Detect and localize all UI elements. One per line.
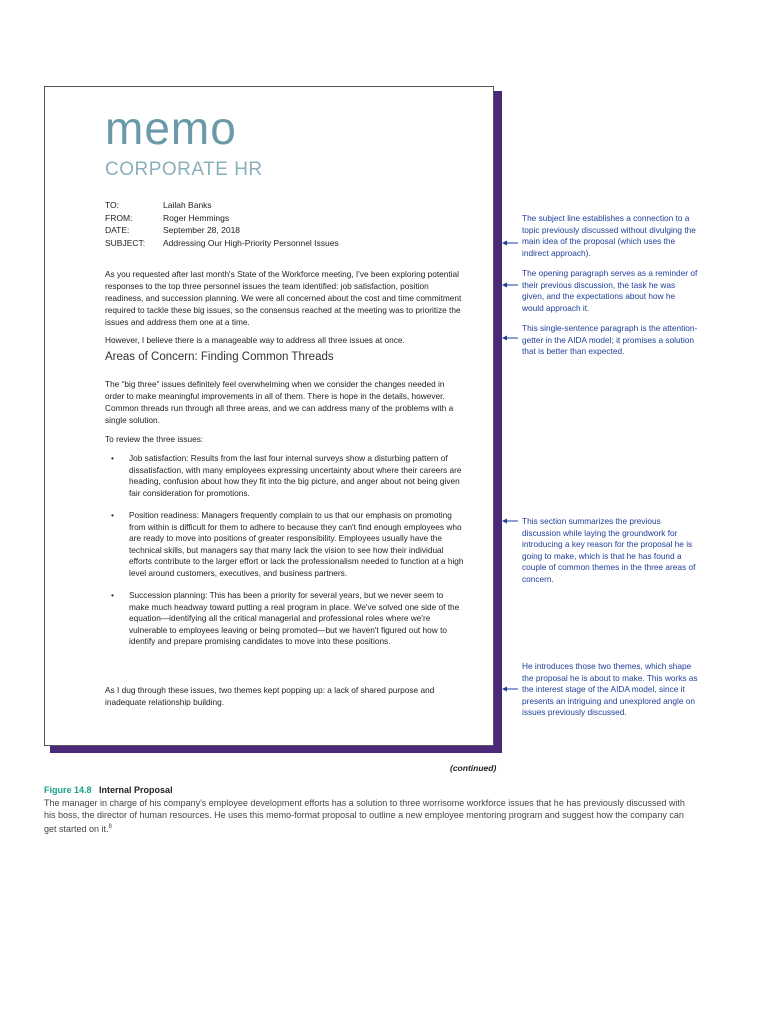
field-value: Lailah Banks — [163, 200, 212, 210]
annotation-opening-paragraph: The opening paragraph serves as a reminder of their previous discussion, the task he was given, and the expectations about how he would approach it. — [522, 268, 698, 313]
field-value: Addressing Our High-Priority Personnel Issues — [163, 237, 339, 248]
annotation-section-summary: This section summarizes the previous discussion while laying the groundwork for introducing a key reason for the proposal he is going to make, which is that he has found a couple of common themes in the three areas of concern. — [522, 516, 696, 584]
arrow-left-icon — [502, 517, 518, 525]
list-item — [105, 510, 465, 579]
figure-caption — [44, 784, 694, 835]
footnote-marker: 8 — [108, 824, 112, 830]
continued-label: (continued) — [450, 763, 497, 773]
paragraph-review: To review the three issues: — [105, 434, 204, 444]
memo-subtitle: CORPORATE HR — [105, 159, 263, 180]
section-heading: Areas of Concern: Finding Common Threads — [105, 351, 334, 363]
field-value: September 28, 2018 — [163, 225, 241, 235]
field-value: Roger Hemmings — [163, 212, 230, 223]
annotation-two-themes: He introduces those two themes, which shape the proposal he is about to make. This works as the interest stage of the AIDA model, since it presents an intriguing and unexplored angle on issues previously discussed. — [522, 661, 698, 717]
list-item-text: Job satisfaction: Results from the last four internal surveys show a disturbing pattern of dissatisfaction, with many employees expressing uncertainty about where their careers are heading, confusion about how they fit into the big picture, and anger about not being given fair consideration for promotions. — [129, 453, 462, 498]
memo-header-fields — [105, 199, 339, 249]
field-label: FROM: — [105, 212, 133, 223]
field-date — [105, 224, 339, 237]
arrow-left-icon — [502, 334, 518, 342]
paragraph-themes: As I dug through these issues, two themes kept popping up: a lack of shared purpose and inadequate relationship building. — [105, 685, 435, 707]
field-subject — [105, 237, 339, 250]
figure-description — [44, 797, 694, 835]
figure-description-text: The manager in charge of his company's employee development efforts has a solution to three worrisome workforce issues that he has previously discussed with his boss, the director of human resources. He uses this memo-format proposal to outline a new employee mentoring program and suggest how the company can get started on it. — [44, 798, 685, 834]
field-to — [105, 199, 339, 212]
arrow-left-icon — [502, 685, 518, 693]
annotation-subject-line: The subject line establishes a connection to a topic previously discussed without divulging the main idea of the proposal (which uses the indirect approach). — [522, 213, 696, 258]
bullet-icon: • — [111, 590, 114, 600]
list-item — [105, 590, 465, 648]
bullet-icon: • — [111, 510, 114, 520]
field-label: SUBJECT: — [105, 237, 146, 248]
list-item-text: Succession planning: This has been a priority for several years, but we never seem to make much headway toward putting a real program in place. We've solved one side of the equation—identifying all the critical managerial and professional roles where we're vulnerable to employees leaving or being promoted—but we haven't figured out how to identify and prepare promising candidates to move into these positions. — [129, 590, 460, 646]
bullet-icon: • — [111, 453, 114, 463]
issues-list — [105, 453, 465, 659]
paragraph-big-three: The “big three” issues definitely feel overwhelming when we consider the changes needed in order to make meaningful improvements in all of them. There is hope in the details, however. Common threads run through all three areas, and we can address many of the problems with a single solution. — [105, 379, 454, 425]
figure-title: Internal Proposal — [99, 785, 173, 795]
paragraph-opening: As you requested after last month's State of the Workforce meeting, I've been exploring potential responses to the top three personnel issues the team identified: job satisfaction, position readiness, and succession planning. We were all concerned about the cost and time commitment required to tackle these big issues, so the consensus reached at the meeting was to prioritize the issues and address them one at a time. — [105, 269, 462, 327]
memo-page — [44, 86, 494, 746]
arrow-left-icon — [502, 281, 518, 289]
field-label: DATE: — [105, 225, 130, 235]
field-from — [105, 212, 339, 225]
figure-label: Figure 14.8 — [44, 785, 92, 795]
list-item-text: Position readiness: Managers frequently complain to us that our emphasis on promoting from within is difficult for them to adhere to because they can't find enough employees who are ready to move into positions of greater responsibility. Employees usually have the technical skills, but managers say that many lack the vision to see how their individual efforts contribute to the larger effort or lack the professionalism needed to function at a high level around customers, executives, and business partners. — [129, 510, 464, 578]
list-item — [105, 453, 465, 499]
arrow-left-icon — [502, 239, 518, 247]
memo-title: memo — [105, 102, 237, 154]
field-label: TO: — [105, 200, 120, 210]
paragraph-attention: However, I believe there is a manageable way to address all three issues at once. — [105, 335, 405, 345]
annotation-attention-getter: This single-sentence paragraph is the attention-getter in the AIDA model; it promises a solution that is better than expected. — [522, 323, 698, 356]
